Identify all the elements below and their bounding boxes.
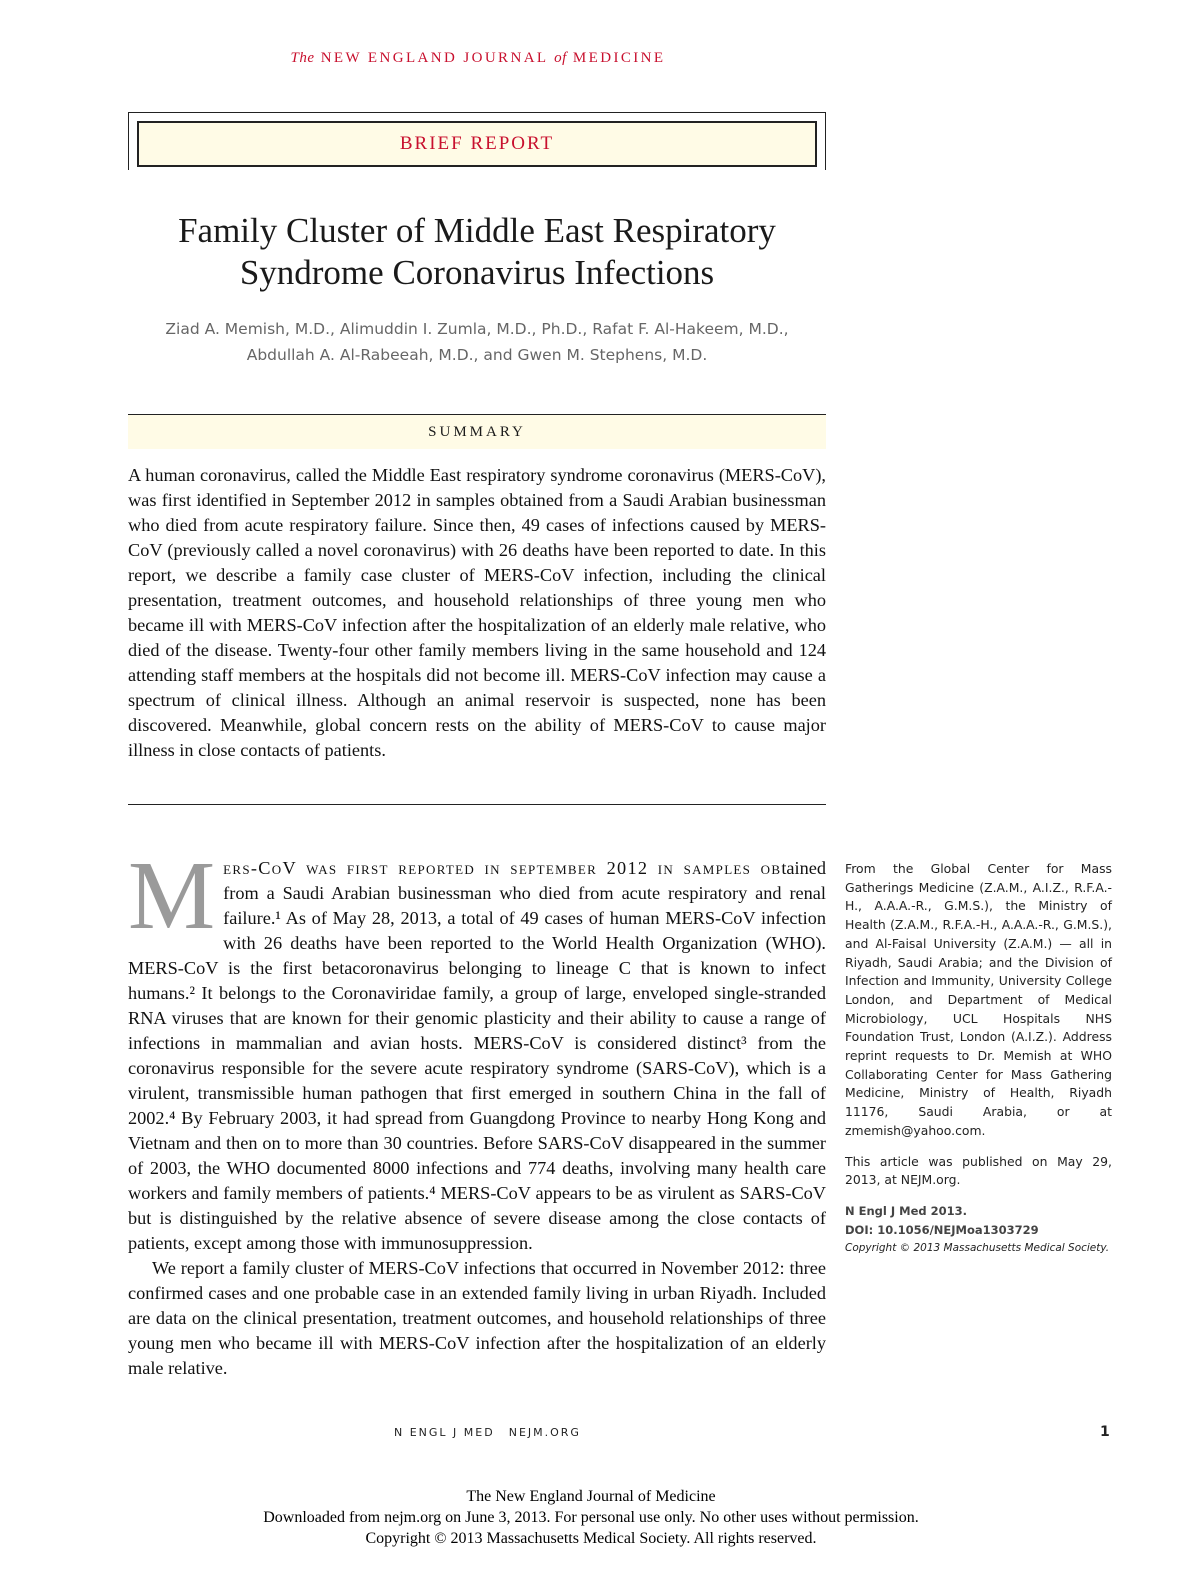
footer-site[interactable]: NEJM.ORG	[508, 1426, 581, 1439]
article-title: Family Cluster of Middle East Respiratory Syndrome Coronavirus Infections	[178, 211, 776, 292]
download-notice-line-3: Copyright © 2013 Massachusetts Medical Society. All rights reserved.	[365, 1530, 817, 1547]
section-label-box	[128, 112, 826, 170]
author-list	[128, 316, 826, 368]
article-body	[128, 842, 826, 1381]
journal-header-the: The	[290, 50, 315, 66]
section-label: BRIEF REPORT	[137, 121, 817, 167]
body-paragraph-1-text: tained from a Saudi Arabian businessman who died from acute respiratory and renal failure.¹ As of May 28, 2013, a total of 49 cases of human MERS-CoV infection with 26 deaths have been reported to the World Health Organization (WHO). MERS-CoV is the first betacoronavirus belonging to lineage C that is known to infect humans.² It belongs to the Coronaviridae family, a group of large, enveloped single-stranded RNA viruses that are known for their genomic plasticity and their ability to cause a range of infections in mammalian and avian hosts. MERS-CoV is considered distinct³ from the coronavirus responsible for the severe acute respiratory syndrome (SARS-CoV), which is a virulent, transmissible human pathogen that first emerged in southern China in the fall of 2002.⁴ By February 2003, it had spread from Guangdong Province to nearby Hong Kong and Vietnam and then on to more than 30 countries. Before SARS-CoV disappeared in the summer of 2003, the WHO documented 8000 infections and 774 deaths, involving many health care workers and family members of patients.⁴ MERS-CoV appears to be as virulent as SARS-CoV but is distinguished by the relative absence of severe disease among the close contacts of patients, except among those with immunosuppression.	[128, 858, 826, 1253]
page-footer	[394, 1426, 581, 1439]
body-paragraph-2: We report a family cluster of MERS-CoV infections that occurred in November 2012: three confirmed cases and one probable case in an extended family living in urban Riyadh. Included are data on the clinical presentation, treatment outcomes, and household relationships of three young men who became ill with MERS-CoV infection after the hospitalization of an elderly male relative.	[128, 1258, 826, 1378]
journal-header	[130, 50, 826, 67]
author-line-1: Ziad A. Memish, M.D., Alimuddin I. Zumla, M.D., Ph.D., Rafat F. Al-Hakeem, M.D.,	[165, 320, 789, 338]
download-notice-line-2: Downloaded from nejm.org on June 3, 2013. For personal use only. No other uses without permission.	[263, 1509, 919, 1526]
journal-header-name-1: NEW ENGLAND JOURNAL	[320, 50, 548, 66]
author-line-2: Abdullah A. Al-Rabeeah, M.D., and Gwen M. Stephens, M.D.	[246, 346, 708, 364]
copyright-note: Copyright © 2013 Massachusetts Medical Society.	[845, 1242, 1110, 1255]
download-notice-line-1: The New England Journal of Medicine	[466, 1488, 716, 1505]
lead-in-small-caps: ers-CoV was first reported in september 2012 in samples ob	[223, 858, 782, 878]
article-sidebar	[845, 860, 1112, 1258]
download-notice	[0, 1486, 1182, 1549]
summary-divider	[128, 804, 826, 805]
body-paragraph-1	[128, 842, 826, 1256]
doi-link[interactable]: DOI: 10.1056/NEJMoa1303729	[845, 1222, 1039, 1237]
publication-note: This article was published on May 29, 2013, at NEJM.org.	[845, 1153, 1112, 1188]
citation: N Engl J Med 2013.	[845, 1203, 967, 1218]
journal-header-name-2: MEDICINE	[572, 50, 666, 66]
affiliations-note: From the Global Center for Mass Gatherings Medicine (Z.A.M., A.I.Z., R.F.A.-H., A.A.A.-R., G.M.S.), the Ministry of Health (Z.A.M., R.F.A.-H., A.A.A.-R., G.M.S.), and Al-Faisal University (Z.A.M.) — all in Riyadh, Saudi Arabia; and the Division of Infection and Immunity, University College London, and Department of Medical Microbiology, UCL Hospitals NHS Foundation Trust, London (A.I.Z.). Address reprint requests to Dr. Memish at WHO Collaborating Center for Mass Gathering Medicine, Ministry of Health, Riyadh 11176, Saudi Arabia, or at zmemish@yahoo.com.	[845, 861, 1112, 1138]
summary-text: A human coronavirus, called the Middle East respiratory syndrome coronavirus (MERS-CoV), was first identified in September 2012 in samples obtained from a Saudi Arabian businessman who died from acute respiratory failure. Since then, 49 cases of infections caused by MERS-CoV (previously called a novel coronavirus) with 26 deaths have been reported to date. In this report, we describe a family case cluster of MERS-CoV infection, including the clinical presentation, treatment outcomes, and household relationships of three young men who became ill with MERS-CoV infection after the hospitalization of an elderly male relative, who died of the disease. Twenty-four other family members living in the same household and 124 attending staff members at the hospitals did not become ill. MERS-CoV infection may cause a spectrum of clinical illness. Although an animal reservoir is suspected, none has been discovered. Meanwhile, global concern rests on the ability of MERS-CoV to cause major illness in close contacts of patients.	[128, 465, 826, 760]
footer-journal-abbrev: N ENGL J MED	[394, 1426, 495, 1439]
summary-heading: SUMMARY	[128, 414, 826, 449]
drop-cap: M	[128, 842, 216, 950]
journal-header-of: of	[554, 50, 567, 66]
page-number: 1	[1100, 1424, 1110, 1440]
